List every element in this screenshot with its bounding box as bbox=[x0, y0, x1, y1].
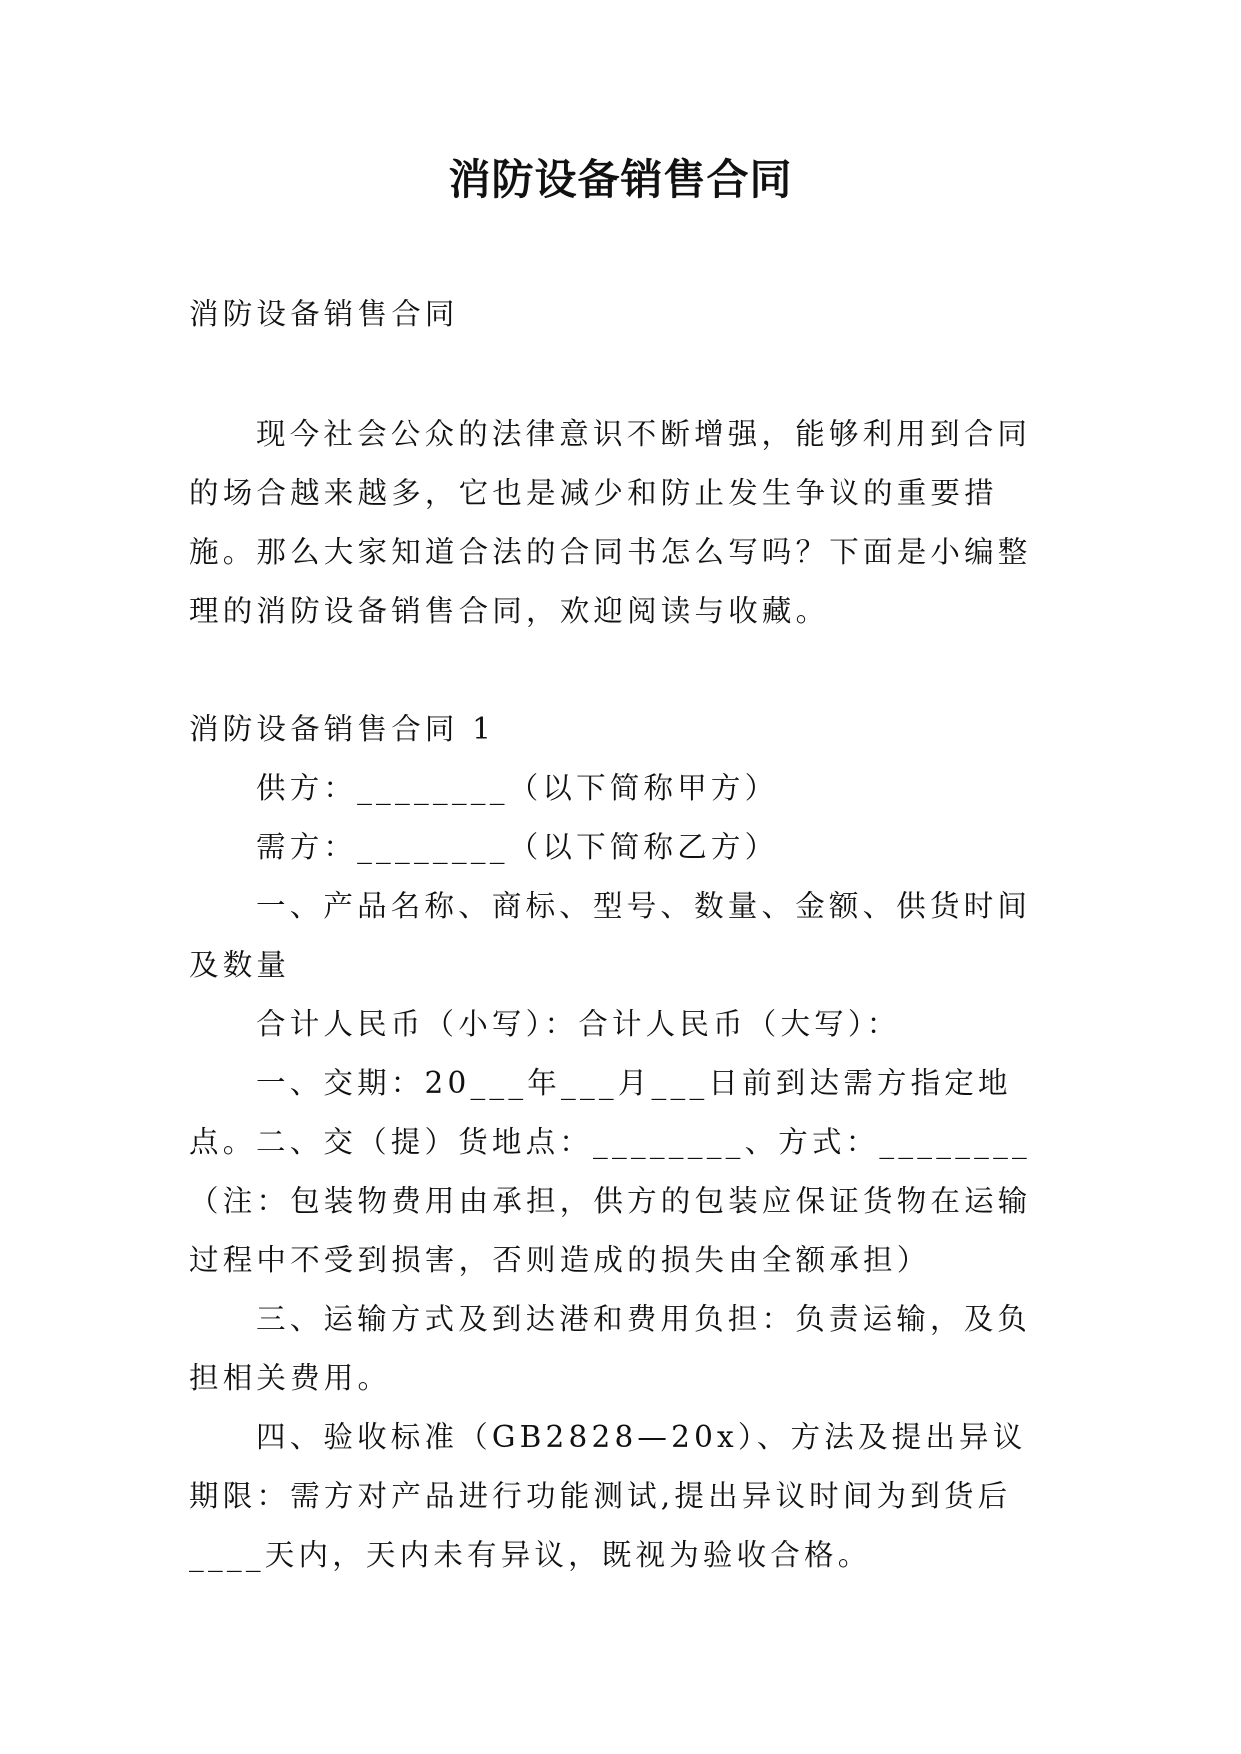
intro-paragraph: 现今社会公众的法律意识不断增强，能够利用到合同的场合越来越多，它也是减少和防止发生争议的重要措施。那么大家知道合法的合同书怎么写吗？下面是小编整理的消防设备销售合同，欢迎阅读与收藏。 bbox=[189, 417, 1032, 628]
document-title: 消防设备销售合同 bbox=[448, 155, 793, 204]
delivery-date-clause: 一、交期：20___年___月___日前到达需方指定地点。 bbox=[189, 1066, 1012, 1159]
supplier-line: 供方：________（以下简称甲方） bbox=[256, 771, 779, 805]
total-amount-line: 合计人民币（小写）：合计人民币（大写）： bbox=[256, 1007, 901, 1041]
acceptance-clause: 四、验收标准（GB2828—20x）、方法及提出异议期限：需方对产品进行功能测试,提出异议时间为到货后____天内，天内未有异议，既视为验收合格。 bbox=[189, 1420, 1027, 1572]
delivery-location-clause: 二、交（提）货地点：________、方式：________（注：包装物费用由承担，供方的包装应保证货物在运输过程中不受到损害，否则造成的损失由全额承担） bbox=[189, 1125, 1032, 1277]
section-title: 消防设备销售合同 1 bbox=[189, 712, 496, 746]
buyer-line: 需方：________（以下简称乙方） bbox=[256, 830, 779, 864]
document-subtitle: 消防设备销售合同 bbox=[189, 297, 459, 331]
clause-product-details: 一、产品名称、商标、型号、数量、金额、供货时间及数量 bbox=[189, 889, 1032, 982]
transport-clause: 三、运输方式及到达港和费用负担：负责运输，及负担相关费用。 bbox=[189, 1302, 1032, 1395]
